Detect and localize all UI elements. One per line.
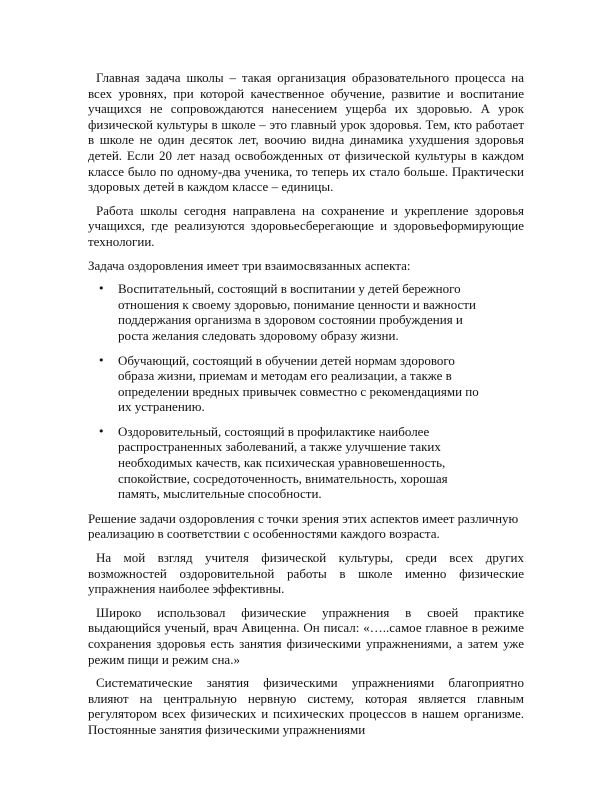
list-item	[88, 424, 488, 502]
paragraph-three-aspects: Задача оздоровления имеет три взаимосвязанных аспекта:	[88, 257, 411, 273]
paragraph-school-work: Работа школы сегодня направлена на сохранение и укрепление здоровья учащихся, где реализуются здоровьесберегающие и здоровьеформирующие технологии.	[88, 202, 524, 249]
list-item	[88, 353, 488, 415]
list-item-text: Воспитательный, состоящий в воспитании у детей бережного отношения к своему здоровью, понимание ценности и важности поддержания организма в здоровом состоянии пробуждения и роста желания следовать здоровому образу жизни.	[118, 281, 476, 343]
paragraph-avicenna: Широко использовал физические упражнения в своей практике выдающийся ученый, врач Авиценна. Он писал: «…..самое главное в режиме сохранения здоровья есть занятия физическими упражнениями, а затем уже режим пищи и режим сна.»	[88, 604, 524, 667]
paragraph-main-task: Главная задача школы – такая организация образовательного процесса на всех уровнях, при которой качественное обучение, развитие и воспитание учащихся не сопровождаются нанесением ущерба их здоровью. А урок физической культуры в школе – это главный урок здоровья. Тем, кто работает в школе не один десяток лет, воочию видна динамика ухудшения здоровья детей. Если 20 лет назад освобожденных от физической культуры в каждом классе было по одному-два ученика, то теперь их стало больше. Практически здоровых детей в каждом классе – единицы.	[88, 70, 524, 195]
bullet-icon: •	[98, 282, 105, 296]
bullet-icon: •	[98, 353, 105, 367]
document-page	[88, 70, 524, 746]
paragraph-solution: Решение задачи оздоровления с точки зрения этих аспектов имеет различную реализацию в соответствии с особенностями каждого возраста.	[88, 510, 519, 542]
list-item-text: Оздоровительный, состоящий в профилактике наиболее распространенных заболеваний, а также улучшение таких необходимых качеств, как психическая уравновешенность, спокойствие, сосредоточенность, внимательность, хорошая память, мыслительные способности.	[118, 423, 448, 502]
list-item	[88, 281, 488, 343]
paragraph-teacher-view: На мой взгляд учителя физической культуры, среди всех других возможностей оздоровительной работы в школе именно физические упражнения наиболее эффективны.	[88, 550, 524, 597]
bullet-icon: •	[98, 424, 105, 438]
aspects-list	[88, 281, 524, 502]
paragraph-systematic-exercise: Систематические занятия физическими упражнениями благоприятно влияют на центральную нервную систему, которая является главным регулятором всех физических и психических процессов в нашем организме. Постоянные занятия физическими упражнениями	[88, 675, 524, 737]
list-item-text: Обучающий, состоящий в обучении детей нормам здорового образа жизни, приемам и методам его реализации, а также в определении вредных привычек совместно с рекомендациями по их устранению.	[118, 352, 479, 415]
